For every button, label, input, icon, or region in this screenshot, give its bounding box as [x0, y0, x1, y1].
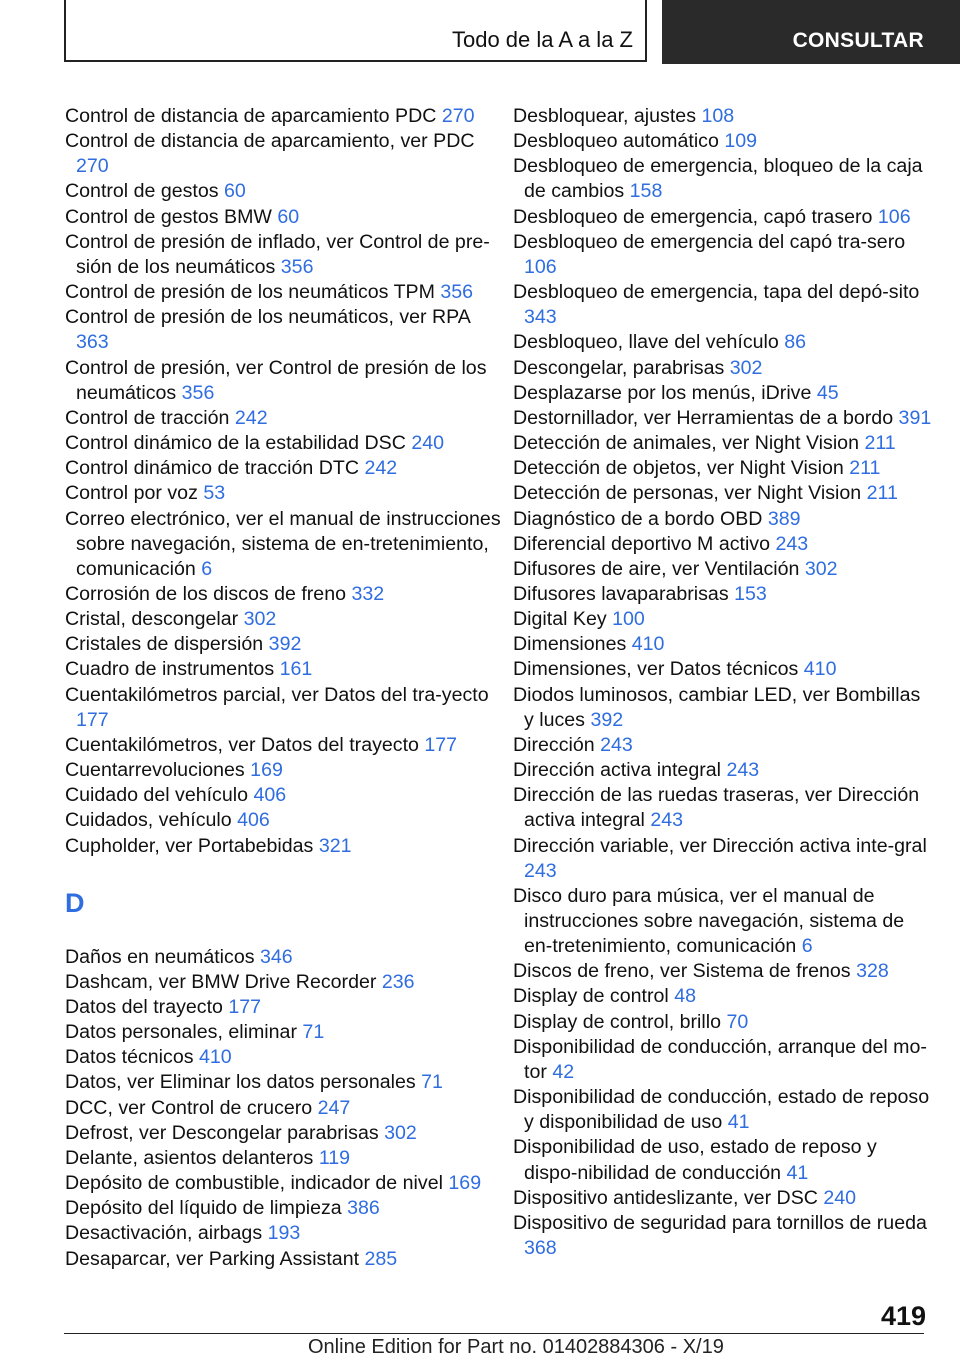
index-entry-text: Desbloqueo, llave del vehículo	[513, 331, 779, 354]
consult-tab[interactable]	[662, 0, 960, 64]
index-entry-text: Desbloqueo de emergencia, bloqueo de la caja de cambios	[513, 155, 923, 203]
index-entry-text: Dimensiones, ver Datos técnicos	[513, 658, 799, 681]
page-link[interactable]: 243	[524, 859, 557, 882]
index-entry	[513, 783, 933, 833]
page-link[interactable]: 106	[524, 255, 557, 278]
index-entry-text: Detección de animales, ver Night Vision	[513, 432, 859, 455]
index-column-left	[65, 104, 505, 1272]
index-entry-text: Desbloqueo automático	[513, 130, 719, 153]
index-entry-text: Diagnóstico de a bordo OBD	[513, 507, 763, 530]
index-entry	[513, 431, 933, 456]
index-entry-text: Disponibilidad de uso, estado de reposo y dispo-nibilidad de conducción	[513, 1136, 877, 1184]
page-link[interactable]: 406	[253, 784, 287, 807]
page-link[interactable]: 42	[552, 1060, 575, 1083]
page-link[interactable]: 392	[590, 708, 624, 731]
page-link[interactable]: 243	[600, 733, 633, 756]
index-entry	[513, 230, 933, 280]
index-entry	[65, 205, 505, 230]
index-entry	[65, 507, 505, 582]
index-entry-text: Depósito del líquido de limpieza	[65, 1197, 342, 1220]
index-entry	[513, 683, 933, 733]
index-entry	[65, 280, 505, 305]
page-link[interactable]: 193	[267, 1222, 301, 1245]
page-link[interactable]: 169	[448, 1172, 482, 1195]
page-link[interactable]: 356	[440, 281, 474, 304]
index-entry	[65, 970, 505, 995]
page-link[interactable]: 109	[724, 130, 758, 153]
index-entry-text: Cuadro de instrumentos	[65, 658, 275, 681]
page-link[interactable]: 211	[866, 482, 898, 505]
page-link[interactable]: 406	[237, 809, 270, 832]
index-entry	[65, 456, 505, 481]
index-entry-text: Control de gestos BMW	[65, 205, 272, 228]
page-link[interactable]: 108	[701, 105, 735, 127]
index-entry-text: Diodos luminosos, cambiar LED, ver Bombillas y luces	[513, 683, 921, 731]
page-link[interactable]: 153	[734, 582, 767, 605]
section-letter: D	[65, 887, 85, 918]
page-link[interactable]: 321	[318, 834, 352, 857]
page-link[interactable]: 211	[849, 457, 881, 480]
index-entry	[65, 808, 505, 833]
page-link[interactable]: 356	[280, 255, 314, 278]
page-header	[64, 0, 960, 64]
page-number: 419	[880, 1301, 926, 1331]
index-entry	[513, 532, 933, 557]
index-entry-text: Difusores de aire, ver Ventilación	[513, 557, 800, 580]
index-entry-text: Delante, asientos delanteros	[65, 1146, 314, 1169]
index-entry	[513, 884, 933, 959]
index-entry	[513, 582, 933, 607]
index-entry-text: Desplazarse por los menús, iDrive	[513, 381, 812, 404]
page-link[interactable]: 177	[424, 733, 458, 756]
index-entry-text: Control de presión, ver Control de presión de los neumáticos	[65, 356, 487, 404]
index-entry-text: Descongelar, parabrisas	[513, 356, 725, 379]
footer-edition: Online Edition for Part no. 01402884306 - X/19	[308, 1336, 724, 1358]
index-entry	[513, 507, 933, 532]
index-entry-text: Control de distancia de aparcamiento, ver PDC	[65, 130, 475, 153]
page-link[interactable]: 346	[259, 945, 293, 968]
page-link[interactable]: 328	[856, 960, 889, 983]
index-entry-text: Datos personales, eliminar	[65, 1021, 297, 1044]
index-entry	[513, 205, 933, 230]
page-link[interactable]: 6	[801, 935, 813, 958]
consult-tab-label: CONSULTAR	[792, 29, 924, 52]
page-link[interactable]: 41	[786, 1161, 809, 1184]
index-entry	[513, 984, 933, 1009]
footer-divider	[64, 1333, 924, 1334]
index-entry-text: Control dinámico de la estabilidad DSC	[65, 432, 406, 455]
page-link[interactable]: 302	[804, 557, 838, 580]
page-link[interactable]: 243	[775, 532, 809, 555]
index-entry-text: Defrost, ver Descongelar parabrisas	[65, 1121, 379, 1144]
page-link[interactable]: 169	[250, 759, 283, 782]
index-entry	[65, 1070, 505, 1095]
index-entry	[65, 481, 505, 506]
index-entry	[65, 995, 505, 1020]
index-entry-text: Corrosión de los discos de freno	[65, 582, 346, 605]
index-entry	[65, 657, 505, 682]
index-entry	[513, 481, 933, 506]
index-entry	[65, 1121, 505, 1146]
page-link[interactable]: 410	[803, 658, 837, 681]
page-link[interactable]: 119	[318, 1146, 351, 1169]
page-link[interactable]: 363	[76, 331, 109, 354]
index-entry-text: Desbloquear, ajustes	[513, 105, 696, 127]
page-link[interactable]: 177	[76, 708, 109, 731]
index-entry	[513, 733, 933, 758]
page-link[interactable]: 356	[181, 381, 215, 404]
index-entry	[65, 758, 505, 783]
page-link[interactable]: 410	[198, 1046, 232, 1069]
index-entry-text: Dispositivo de seguridad para tornillos de rueda	[513, 1211, 927, 1234]
index-entry-text: Control dinámico de tracción DTC	[65, 457, 360, 480]
page-link[interactable]: 285	[364, 1247, 398, 1270]
index-entry	[513, 154, 933, 204]
page-link[interactable]: 60	[224, 180, 246, 203]
index-entry-text: Cuidados, vehículo	[65, 809, 232, 832]
page-link[interactable]: 368	[524, 1237, 557, 1260]
index-entry	[65, 1196, 505, 1221]
index-entry	[65, 632, 505, 657]
page-link[interactable]: 48	[674, 985, 696, 1008]
index-entry-text: Cuentarrevoluciones	[65, 759, 245, 782]
page-link[interactable]: 53	[203, 482, 226, 505]
page-link[interactable]: 70	[726, 1010, 749, 1033]
index-entry-text: Diferencial deportivo M activo	[513, 532, 771, 555]
index-entry-text: Control por voz	[65, 482, 198, 505]
page-link[interactable]: 158	[629, 180, 663, 203]
index-entry-text: Cuentakilómetros, ver Datos del trayecto	[65, 733, 419, 756]
page-link[interactable]: 332	[351, 582, 385, 605]
index-entry	[65, 834, 505, 859]
index-entry	[513, 406, 933, 431]
index-entry	[65, 305, 505, 355]
index-entry	[65, 1096, 505, 1121]
index-entry-text: Cuidado del vehículo	[65, 784, 249, 807]
index-entry	[513, 758, 933, 783]
index-entry	[513, 1135, 933, 1185]
page-link[interactable]: 71	[421, 1071, 443, 1094]
page-link[interactable]: 242	[234, 406, 268, 429]
index-entry-text: Datos técnicos	[65, 1046, 194, 1069]
page-link[interactable]: 302	[243, 608, 277, 631]
index-entry-text: Disponibilidad de conducción, arranque del mo-tor	[513, 1035, 927, 1083]
page-link[interactable]: 236	[381, 970, 415, 993]
index-entry	[513, 657, 933, 682]
index-entry-text: Disponibilidad de conducción, estado de reposo y disponibilidad de uso	[513, 1086, 930, 1134]
page-link[interactable]: 243	[726, 759, 760, 782]
index-entry	[513, 381, 933, 406]
index-entry	[513, 356, 933, 381]
page-link[interactable]: 106	[877, 205, 911, 228]
index-entry	[65, 129, 505, 179]
index-entry	[513, 557, 933, 582]
index-entry	[513, 1085, 933, 1135]
index-entry-text: Difusores lavaparabrisas	[513, 582, 729, 605]
section-tab-label: Todo de la A a la Z	[451, 27, 633, 52]
index-entry	[65, 179, 505, 204]
index-entry	[65, 406, 505, 431]
index-entry	[65, 1045, 505, 1070]
index-entry-text: Control de presión de los neumáticos, ver RPA	[65, 306, 470, 329]
index-entry-text: Desbloqueo de emergencia, tapa del depó-sito	[513, 281, 920, 304]
index-entry	[513, 1211, 933, 1261]
index-entry	[65, 1221, 505, 1246]
index-entry	[513, 129, 933, 154]
index-entry-text: Correo electrónico, ver el manual de instrucciones sobre navegación, sistema de en-tretenimiento, comunicación	[65, 507, 501, 580]
index-entry-text: Datos del trayecto	[65, 996, 223, 1018]
index-entry-text: Cupholder, ver Portabebidas	[65, 834, 314, 857]
index-entry-text: Dashcam, ver BMW Drive Recorder	[65, 970, 377, 993]
index-entry-text: Dispositivo antideslizante, ver DSC	[513, 1186, 818, 1209]
index-entry-text: Dimensiones	[513, 633, 627, 656]
index-entry-text: Dirección	[513, 733, 595, 756]
index-entry-text: Detección de personas, ver Night Vision	[513, 482, 862, 505]
page-link[interactable]: 302	[729, 356, 763, 379]
index-entry-text: Desbloqueo de emergencia del capó tra-sero	[513, 230, 906, 253]
index-entry-text: Digital Key	[513, 608, 607, 631]
index-entry	[65, 230, 505, 280]
index-entry	[65, 783, 505, 808]
index-entry-text: Control de tracción	[65, 406, 230, 429]
index-entry-text: Daños en neumáticos	[65, 945, 255, 968]
index-entry-text: Detección de objetos, ver Night Vision	[513, 457, 844, 480]
page-link[interactable]: 343	[524, 306, 557, 329]
page-link[interactable]: 161	[279, 658, 313, 681]
page-link[interactable]: 410	[631, 633, 665, 656]
index-entry-text: Depósito de combustible, indicador de nivel	[65, 1172, 443, 1195]
page-link[interactable]: 45	[816, 381, 839, 404]
page-link[interactable]: 86	[784, 331, 807, 354]
index-entry	[65, 1146, 505, 1171]
section-tab[interactable]	[64, 0, 647, 62]
index-entry-text: Display de control, brillo	[513, 1010, 722, 1033]
page-link[interactable]: 391	[898, 406, 932, 429]
index-entry-text: Disco duro para música, ver el manual de instrucciones sobre navegación, sistema de en-tretenimiento, comunicación	[513, 884, 905, 958]
index-entry-text: Dirección variable, ver Dirección activa inte-gral	[513, 834, 927, 857]
page-link[interactable]: 211	[864, 432, 896, 455]
index-entry-text: Cuentakilómetros parcial, ver Datos del tra-yecto	[65, 683, 489, 706]
index-entry	[65, 1247, 505, 1272]
index-entry-text: Datos, ver Eliminar los datos personales	[65, 1071, 416, 1094]
index-entry	[65, 945, 505, 970]
index-entry	[513, 330, 933, 355]
index-entry-text: Control de presión de inflado, ver Control de pre-sión de los neumáticos	[65, 230, 490, 278]
page-link[interactable]: 240	[411, 432, 445, 455]
page-link[interactable]: 302	[384, 1121, 417, 1144]
index-entry	[65, 431, 505, 456]
index-entry	[513, 1035, 933, 1085]
index-entry	[65, 607, 505, 632]
index-entry	[513, 834, 933, 884]
page-link[interactable]: 242	[364, 457, 398, 480]
index-entry-text: Dirección de las ruedas traseras, ver Dirección activa integral	[513, 784, 920, 832]
index-entry-text: Discos de freno, ver Sistema de frenos	[513, 960, 851, 983]
page-link[interactable]: 270	[441, 105, 475, 127]
index-entry	[513, 456, 933, 481]
index-entry	[65, 1171, 505, 1196]
index-entry-text: Cristales de dispersión	[65, 633, 264, 656]
index-entry-text: DCC, ver Control de crucero	[65, 1096, 313, 1119]
index-entry-text: Dirección activa integral	[513, 759, 722, 782]
page-link[interactable]: 247	[317, 1096, 351, 1119]
index-entry-text: Cristal, descongelar	[65, 608, 239, 631]
page-link[interactable]: 6	[201, 557, 213, 580]
page-link[interactable]: 270	[76, 155, 109, 178]
index-entry-text: Control de distancia de aparcamiento PDC	[65, 105, 437, 127]
index-entry	[65, 104, 505, 129]
index-entry-text: Control de presión de los neumáticos TPM	[65, 281, 435, 304]
index-entry-text: Desbloqueo de emergencia, capó trasero	[513, 205, 873, 228]
index-entry	[65, 733, 505, 758]
page-link[interactable]: 100	[612, 608, 645, 631]
index-entry-text: Desactivación, airbags	[65, 1222, 263, 1245]
index-entry	[513, 104, 933, 129]
page-link[interactable]: 240	[823, 1186, 857, 1209]
page-link[interactable]: 60	[277, 205, 300, 228]
index-entry	[513, 959, 933, 984]
index-entry	[65, 1020, 505, 1045]
index-entry	[65, 356, 505, 406]
index-entry	[513, 1186, 933, 1211]
index-entry-text: Control de gestos	[65, 180, 219, 203]
index-entry	[513, 1010, 933, 1035]
index-entry-text: Destornillador, ver Herramientas de a bordo	[513, 406, 894, 429]
index-entry	[513, 280, 933, 330]
page-link[interactable]: 386	[347, 1197, 380, 1220]
index-entry-text: Display de control	[513, 985, 669, 1008]
index-entry	[65, 683, 505, 733]
index-entry	[513, 632, 933, 657]
index-entry	[65, 582, 505, 607]
page-link[interactable]: 71	[302, 1021, 325, 1044]
page-link[interactable]: 177	[228, 996, 262, 1018]
index-entry	[513, 607, 933, 632]
page-link[interactable]: 243	[650, 809, 684, 832]
index-entry-text: Desaparcar, ver Parking Assistant	[65, 1247, 360, 1270]
page-link[interactable]: 389	[767, 507, 801, 530]
page-link[interactable]: 392	[268, 633, 302, 656]
index-column-right	[513, 104, 933, 1261]
page-link[interactable]: 41	[727, 1111, 750, 1134]
